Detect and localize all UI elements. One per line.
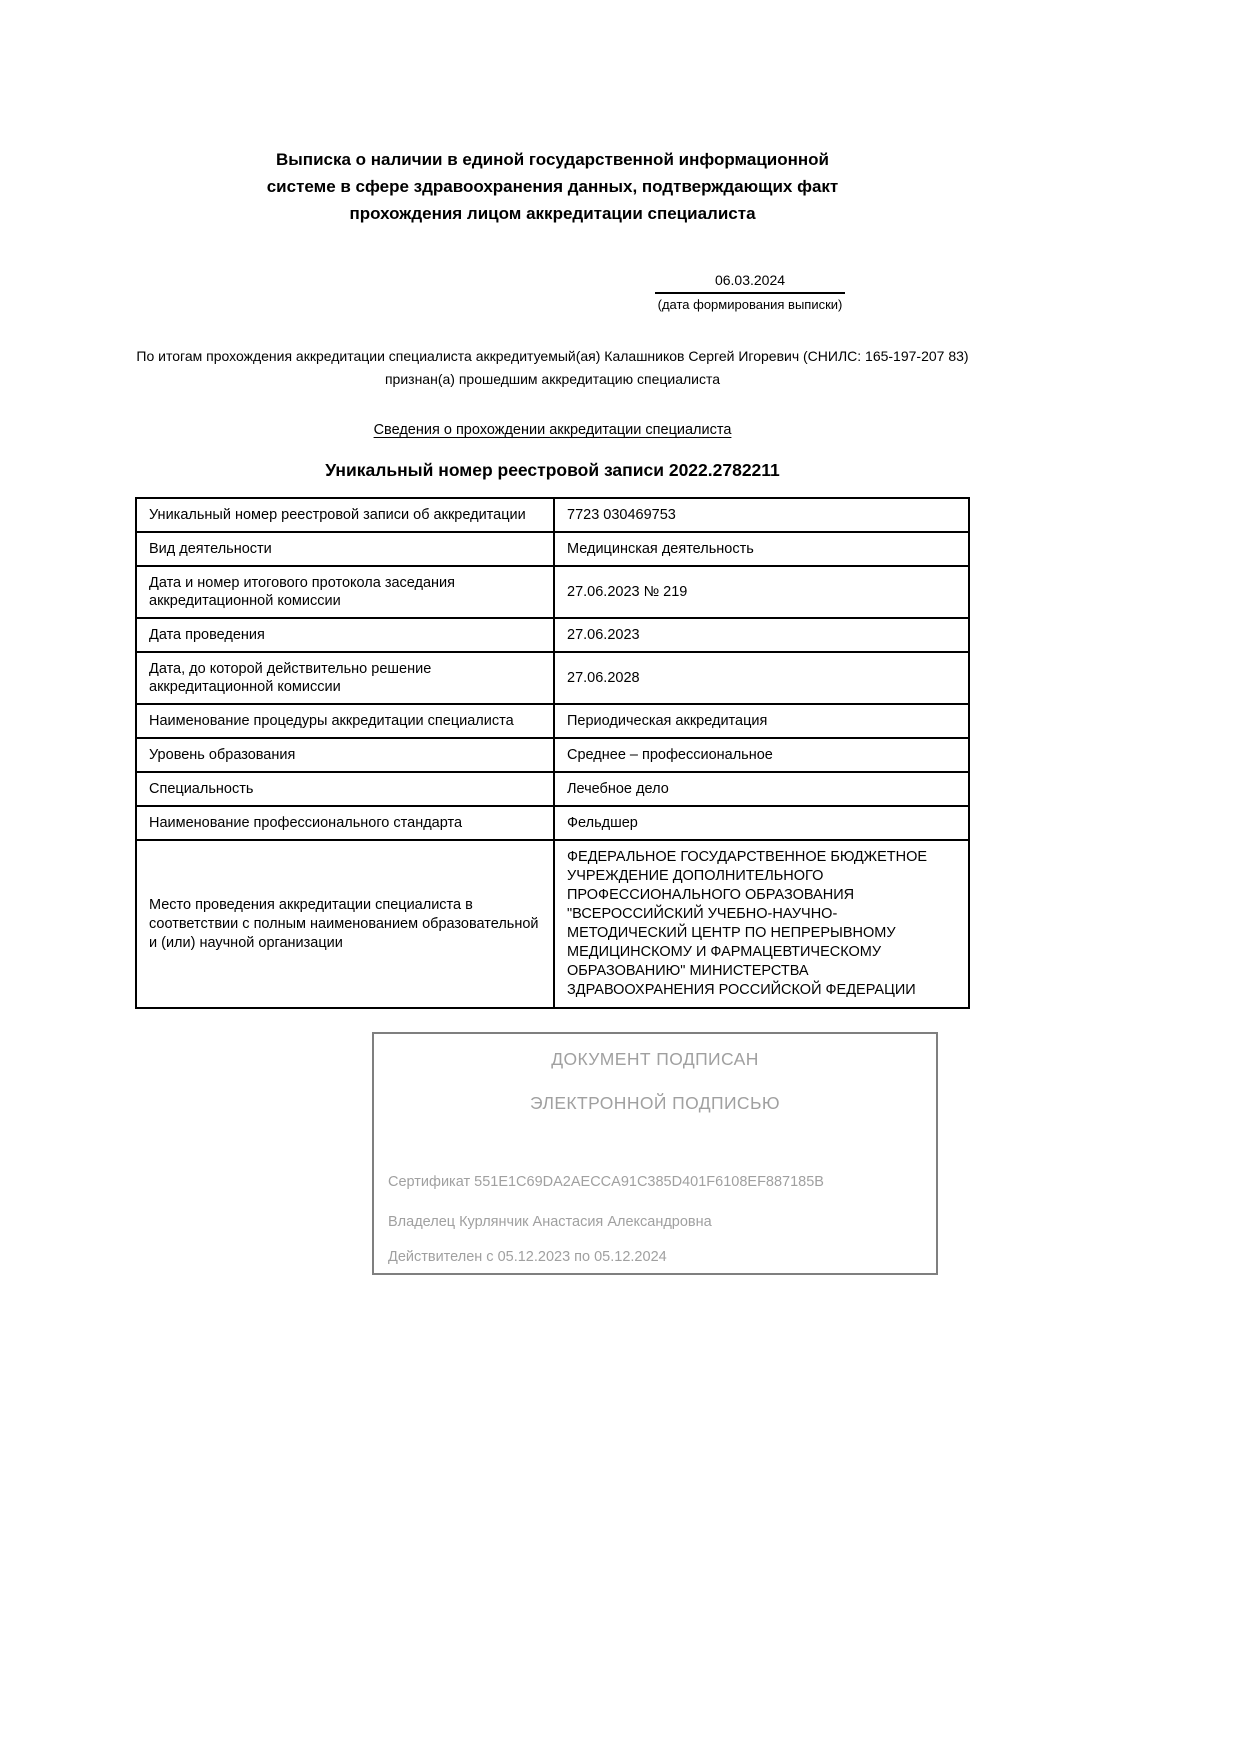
field-label: Уникальный номер реестровой записи об аккредитации — [136, 498, 554, 532]
field-value: ФЕДЕРАЛЬНОЕ ГОСУДАРСТВЕННОЕ БЮДЖЕТНОЕ УЧРЕЖДЕНИЕ ДОПОЛНИТЕЛЬНОГО ПРОФЕССИОНАЛЬНОГО ОБРАЗОВАНИЯ "ВСЕРОССИЙСКИЙ УЧЕБНО-НАУЧНО-МЕТОДИЧЕСКИЙ ЦЕНТР ПО НЕПРЕРЫВНОМУ МЕДИЦИНСКОМУ И ФАРМАЦЕВТИЧЕСКОМУ ОБРАЗОВАНИЮ" МИНИСТЕРСТВА ЗДРАВООХРАНЕНИЯ РОССИЙСКОЙ ФЕДЕРАЦИИ — [554, 840, 969, 1008]
registry-number-heading: Уникальный номер реестровой записи 2022.2782211 — [325, 460, 780, 480]
accreditation-table — [135, 497, 970, 1009]
intro-line: признан(а) прошедшим аккредитацию специалиста — [384, 371, 721, 387]
field-label: Дата и номер итогового протокола заседания аккредитационной комиссии — [136, 566, 554, 618]
field-value: 27.06.2028 — [554, 652, 969, 704]
date-caption: (дата формирования выписки) — [657, 297, 843, 312]
table-row — [136, 840, 969, 1008]
field-value: Периодическая аккредитация — [554, 704, 969, 738]
certificate-line: Сертификат 551E1C69DA2AECCA91C385D401F6108EF887185B — [388, 1174, 824, 1190]
validity-line: Действителен с 05.12.2023 по 05.12.2024 — [388, 1249, 667, 1265]
table-row — [136, 652, 969, 704]
field-label: Наименование процедуры аккредитации специалиста — [136, 704, 554, 738]
document-title — [135, 146, 970, 227]
field-value: Медицинская деятельность — [554, 532, 969, 566]
field-value: 7723 030469753 — [554, 498, 969, 532]
field-label: Дата проведения — [136, 618, 554, 652]
field-value: 27.06.2023 — [554, 618, 969, 652]
document-title-line: Выписка о наличии в единой государственной информационной — [276, 150, 829, 169]
field-value: Лечебное дело — [554, 772, 969, 806]
table-row — [136, 566, 969, 618]
table-row — [136, 498, 969, 532]
field-value: Фельдшер — [554, 806, 969, 840]
intro-paragraph — [135, 345, 970, 391]
section-heading: Сведения о прохождении аккредитации специалиста — [373, 422, 732, 438]
table-row — [136, 738, 969, 772]
table-row — [136, 772, 969, 806]
table-row — [136, 806, 969, 840]
document-title-line: прохождения лицом аккредитации специалиста — [349, 204, 756, 223]
signature-title-line2: ЭЛЕКТРОННОЙ ПОДПИСЬЮ — [530, 1093, 780, 1113]
table-row — [136, 532, 969, 566]
signature-title-line1: ДОКУМЕНТ ПОДПИСАН — [551, 1049, 759, 1069]
field-label: Вид деятельности — [136, 532, 554, 566]
field-label: Дата, до которой действительно решение аккредитационной комиссии — [136, 652, 554, 704]
intro-line: По итогам прохождения аккредитации специалиста аккредитуемый(ая) Калашников Сергей Игоревич (СНИЛС: 165-197-207 83) — [136, 348, 969, 364]
signature-stamp — [372, 1032, 938, 1275]
owner-line: Владелец Курлянчик Анастасия Александровна — [388, 1214, 712, 1230]
field-label: Место проведения аккредитации специалиста в соответствии с полным наименованием образовательной и (или) научной организации — [136, 840, 554, 1008]
table-row — [136, 704, 969, 738]
field-value: Среднее – профессиональное — [554, 738, 969, 772]
document-title-line: системе в сфере здравоохранения данных, подтверждающих факт — [266, 177, 839, 196]
field-label: Уровень образования — [136, 738, 554, 772]
extract-formation-date: 06.03.2024 — [655, 272, 845, 294]
field-label: Наименование профессионального стандарта — [136, 806, 554, 840]
field-value: 27.06.2023 № 219 — [554, 566, 969, 618]
table-row — [136, 618, 969, 652]
field-label: Специальность — [136, 772, 554, 806]
